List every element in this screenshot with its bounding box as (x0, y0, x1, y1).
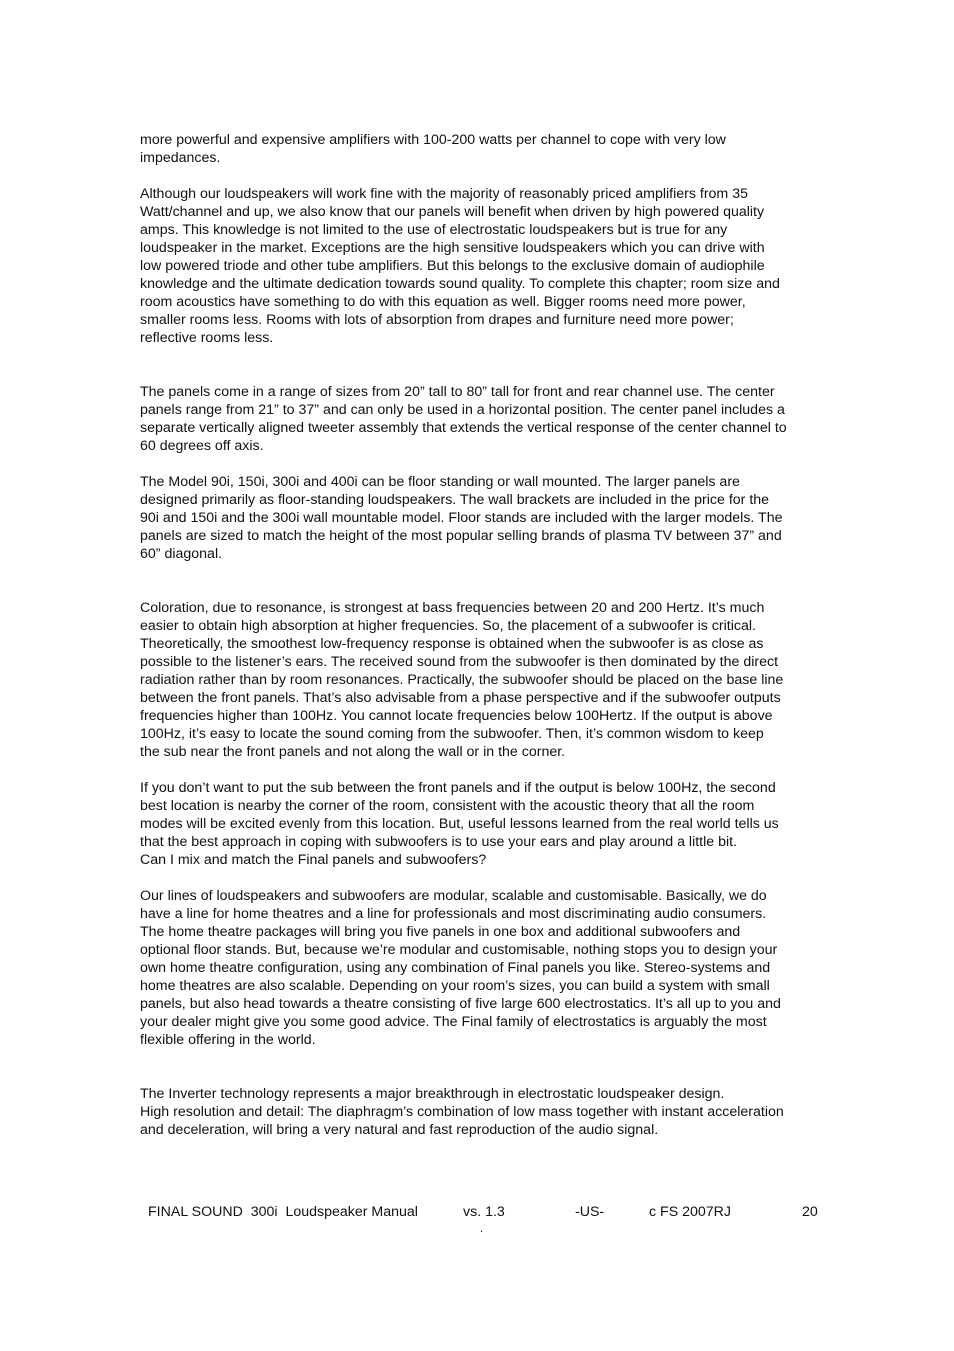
paragraph-inverter-technology: The Inverter technology represents a major breakthrough in electrostatic loudspeaker design. High resolution and detail: The diaphragm’s combination of low mass together with instant acceleration and deceleration, will bring a very natural and fast reproduction of the audio signal. (140, 1086, 784, 1138)
footer-page-number: 20 (802, 1204, 818, 1220)
paragraph-modular-lines: Our lines of loudspeakers and subwoofers are modular, scalable and customisable. Basically, we do have a line for home theatres and a line for professionals and most discriminating audio consumers. The home theatre packages will bring you five panels in one box and additional subwoofers and optional floor stands. But, because we’re modular and customisable, nothing stops you to design your own home theatre configuration, using any combination of Final panels you like. Stereo-systems and home theatres are also scalable. Depending on your room’s sizes, you can build a system with small panels, but also head towards a theatre consisting of five large 600 electrostatics. It’s all up to you and your dealer might give you some good advice. The Final family of electrostatics is arguably the most flexible offering in the world. (140, 888, 781, 1048)
paragraph-mounting: The Model 90i, 150i, 300i and 400i can be floor standing or wall mounted. The larger panels are designed primarily as floor-standing loudspeakers. The wall brackets are included in the price for the 90i and 150i and the 300i wall mountable model. Floor stands are included with the larger models. The panels are sized to match the height of the most popular selling brands of plasma TV between 37” and 60” diagonal. (140, 474, 783, 562)
footer-region: -US- (575, 1204, 605, 1220)
paragraph-subwoofer-corner: If you don’t want to put the sub between the front panels and if the output is below 100Hz, the second best location is nearby the corner of the room, consistent with the acoustic theory that all the room modes will be excited evenly from this location. But, useful lessons learned from the real world tells us that the best approach in coping with subwoofers is to use your ears and play around a little bit. Can I mix and match the Final panels and subwoofers? (140, 780, 779, 868)
footer-manual-title: FINAL SOUND 300i Loudspeaker Manual (148, 1204, 418, 1220)
paragraph-panel-sizes: The panels come in a range of sizes from 20” tall to 80” tall for front and rear channel use. The center panels range from 21” to 37” and can only be used in a horizontal position. The center panel includes a separate vertically aligned tweeter assembly that extends the vertical response of the center channel to 60 degrees off axis. (140, 384, 787, 454)
footer-dot: . (480, 1223, 484, 1235)
footer-copyright: c FS 2007RJ (649, 1204, 732, 1220)
body-text (140, 131, 856, 1139)
paragraph-amplifier-power: Although our loudspeakers will work fine with the majority of reasonably priced amplifiers from 35 Watt/channel and up, we also know that our panels will benefit when driven by high powered quality amps. This knowledge is not limited to the use of electrostatic loudspeakers but is true for any loudspeaker in the market. Exceptions are the high sensitive loudspeakers which you can drive with low powered triode and other tube amplifiers. But this belongs to the exclusive domain of audiophile knowledge and the ultimate dedication towards sound quality. To complete this chapter; room size and room acoustics have something to do with this equation as well. Bigger rooms need more power, smaller rooms less. Rooms with lots of absorption from drapes and furniture need more power; reflective rooms less. (140, 186, 780, 346)
footer-version: vs. 1.3 (463, 1204, 505, 1220)
paragraph-amplifier-impedance: more powerful and expensive amplifiers with 100-200 watts per channel to cope with very low impedances. (140, 132, 726, 166)
paragraph-subwoofer-placement: Coloration, due to resonance, is strongest at bass frequencies between 20 and 200 Hertz. It’s much easier to obtain high absorption at higher frequencies. So, the placement of a subwoofer is critical. Theoretically, the smoothest low-frequency response is obtained when the subwoofer is as close as possible to the listener’s ears. The received sound from the subwoofer is then dominated by the direct radiation rather than by room resonances. Practically, the subwoofer should be placed on the base line between the front panels. That’s also advisable from a phase perspective and if the subwoofer outputs frequencies higher than 100Hz. You cannot locate frequencies below 100Hertz. If the output is above 100Hz, it’s easy to locate the sound coming from the subwoofer. Then, it’s common wisdom to keep the sub near the front panels and not along the wall or in the corner. (140, 600, 784, 760)
